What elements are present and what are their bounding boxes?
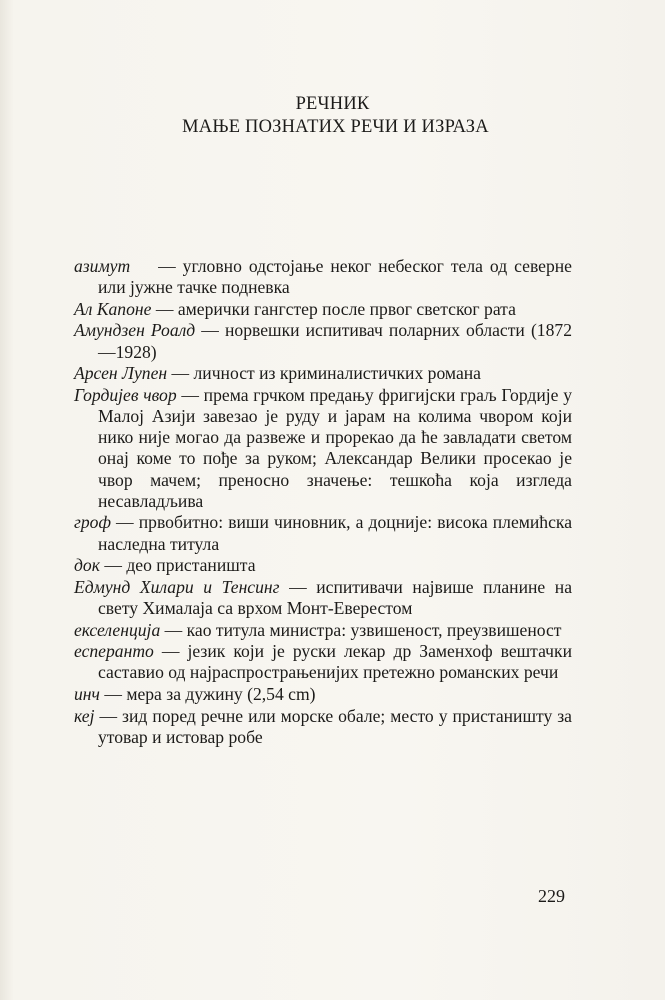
glossary-entry [74,684,572,705]
entry-definition: — језик који је руски лекар др Заменхоф вештачки саставио од најраспрострањенијих претежно романских речи [98,641,572,683]
entry-definition: — првобитно: виши чиновник, а доцније: висока племићска наследна титула [98,512,572,554]
entry-term: Амундзен Роалд [74,320,196,341]
page-number: 229 [538,886,565,906]
entry-definition: — амерички гангстер после првог светског рата [151,298,516,319]
glossary-list [74,256,572,748]
glossary-entry [74,363,572,384]
glossary-entry [74,641,572,683]
entry-definition: — угловно одстојање неког небеског тела од северне или јужне тачке подневка [98,256,572,298]
entry-definition: — личност из криминалистичких романа [167,363,481,384]
glossary-entry [74,256,572,298]
entry-definition: — као титула министра: узвишеност, преузвишеност [160,619,562,640]
glossary-entry [74,320,572,362]
entry-definition: — према грчком предању фригијски граљ Гордије у Малој Азији завезао је руду и јарам на колима чвором који нико није могао да развеже и прорекао да ће завладати светом онај коме то пође за руком; Александар Велики просекао је чвор мачем; преносно значење: тешкоћа која изгледа несавладљива [98,384,573,511]
entry-term: азимут [74,256,131,276]
entry-term: Гордијев чвор [74,384,177,405]
glossary-entry [74,385,572,512]
entry-term: Арсен Лупен [74,363,168,384]
entry-term: инч [74,683,100,704]
entry-term: есперанто [74,641,154,662]
entry-term: гроф [74,512,111,533]
glossary-entry [74,299,572,320]
entry-definition: — зид поред речне или морске обале; место у пристаништу за утовар и истовар робе [94,705,572,747]
glossary-entry [74,555,572,576]
glossary-title [0,93,665,139]
entry-term: Едмунд Хилари и Тенсинг [74,576,280,597]
entry-term: Ал Капоне [74,298,152,319]
entry-definition: — норвешки испитивач поларних области (1872—1928) [98,320,572,362]
glossary-entry [74,512,572,554]
entry-term: екселенција [74,619,161,640]
title-line-2: МАЊЕ ПОЗНАТИХ РЕЧИ И ИЗРАЗА [182,117,489,137]
entry-definition: — испитивачи највише планине на свету Хималаја са врхом Монт-Еверестом [98,576,572,618]
glossary-entry [74,706,572,748]
glossary-entry [74,577,572,619]
entry-term: док [74,555,100,576]
glossary-entry [74,620,572,641]
entry-definition: — мера за дужину (2,54 cm) [99,683,316,704]
title-line-1: РЕЧНИК [295,94,370,114]
entry-term: кеј [74,705,95,726]
entry-definition: — део пристаништа [99,555,256,576]
